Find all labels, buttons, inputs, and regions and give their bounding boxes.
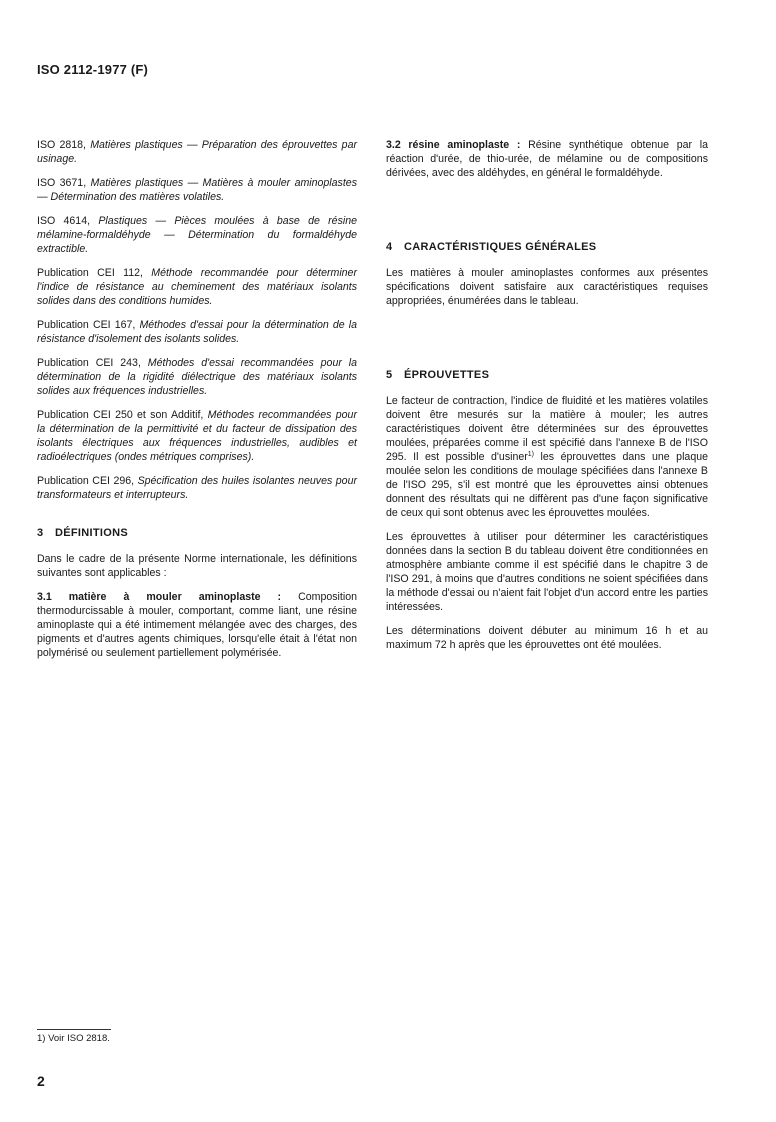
document-header: ISO 2112-1977 (F) xyxy=(37,62,149,77)
reference-code: Publication CEI 243, xyxy=(37,357,141,369)
definition-text: Résine synthétique obtenue par la réaction d'urée, de thio-urée, de mélamine ou de compositions dérivées, avec des aldéhydes, en général le formaldéhyde. xyxy=(386,139,708,179)
reference-iso-3671 xyxy=(37,176,357,204)
paragraph-text: les éprouvettes dans une plaque moulée selon les conditions de moulage spécifiées dans l'annexe B de l'ISO 295, s'il est montré que les éprouvettes ainsi obtenues donnent des résultats qui ne diffèrent pas d'une façon significative de ceux qui sont obtenus avec les éprouvettes moulées. xyxy=(386,451,708,519)
section-5-paragraph-2: Les éprouvettes à utiliser pour déterminer les caractéristiques données dans la section B du tableau doivent être conditionnées en atmosphère ambiante comme il est spécifié dans le chapitre 3 de l'ISO 291, à moins que d'autres conditions ne soient spécifiées dans la méthode d'essai ou n'aient fait l'objet d'un accord entre les parties intéressées. xyxy=(386,531,708,613)
reference-title: Spécification des huiles isolantes neuves pour transformateurs et interrupteurs. xyxy=(37,475,357,501)
section-5-paragraph-3: Les déterminations doivent débuter au minimum 16 h et au maximum 72 h après que les éprouvettes ont été moulées. xyxy=(386,625,708,651)
reference-cei-250 xyxy=(37,408,357,464)
section-number: 3 xyxy=(37,527,44,539)
section-number: 5 xyxy=(386,369,393,381)
reference-code: Publication CEI 250 et son Additif, xyxy=(37,409,204,421)
definition-text: Composition thermodurcissable à mouler, comportant, comme liant, une résine aminoplaste qui a été intimement mélangée avec des charges, des pigments et d'autres agents chimiques, lorsqu'elle était à l'état non polymérisé ou seulement partiellement polymérisée. xyxy=(37,591,357,659)
section-5-paragraph-1 xyxy=(386,394,708,520)
reference-cei-296 xyxy=(37,474,357,502)
reference-title: Plastiques — Pièces moulées à base de résine mélamine-formaldéhyde — Détermination du formaldéhyde extractible. xyxy=(37,215,357,255)
reference-title: Méthodes d'essai recommandées pour la détermination de la rigidité diélectrique des matériaux isolants solides aux fréquences industrielles. xyxy=(37,357,357,397)
reference-iso-4614 xyxy=(37,214,357,256)
reference-code: ISO 3671, xyxy=(37,177,87,189)
reference-code: Publication CEI 167, xyxy=(37,319,136,331)
reference-code: ISO 4614, xyxy=(37,215,91,227)
reference-title: Méthodes recommandées pour la détermination de la permittivité et du facteur de dissipation des isolants électriques aux fréquences industrielles, audibles et radioélectriques (ondes métriques comprises). xyxy=(37,409,357,463)
reference-cei-243 xyxy=(37,356,357,398)
section-4-heading xyxy=(386,240,708,254)
definition-3-1 xyxy=(37,590,357,660)
footnote-divider xyxy=(37,1029,111,1030)
paragraph-text: Le facteur de contraction, l'indice de fluidité et les matières volatiles doivent être mesurés sur la matière à mouler; les autres caractéristiques doivent être déterminées sur des éprouvettes moulées, préparées comme il est spécifié dans l'annexe B de l'ISO 295. Il est possible d'usiner xyxy=(386,395,708,463)
reference-title: Matières plastiques — Préparation des éprouvettes par usinage. xyxy=(37,139,357,165)
section-title: CARACTÉRISTIQUES GÉNÉRALES xyxy=(404,241,597,253)
section-5-heading xyxy=(386,368,708,382)
section-3-heading xyxy=(37,526,357,540)
section-title: DÉFINITIONS xyxy=(55,527,128,539)
reference-code: Publication CEI 112, xyxy=(37,267,143,279)
footnote-marker: 1) xyxy=(527,451,535,458)
reference-title: Méthode recommandée pour déterminer l'indice de résistance au cheminement des matériaux isolants solides dans des conditions humides. xyxy=(37,267,357,307)
right-column xyxy=(386,138,708,662)
reference-code: ISO 2818, xyxy=(37,139,86,151)
reference-title: Matières plastiques — Matières à mouler aminoplastes — Détermination des matières volatiles. xyxy=(37,177,357,203)
reference-title: Méthodes d'essai pour la détermination de la résistance d'isolement des isolants solides. xyxy=(37,319,357,345)
page-number: 2 xyxy=(37,1073,45,1089)
section-4-text: Les matières à mouler aminoplastes conformes aux présentes spécifications doivent satisfaire aux caractéristiques requises appropriées, énumérées dans le tableau. xyxy=(386,267,708,307)
definition-term: 3.1 matière à mouler aminoplaste : xyxy=(37,591,282,603)
reference-code: Publication CEI 296, xyxy=(37,475,135,487)
reference-iso-2818 xyxy=(37,138,357,166)
section-title: ÉPROUVETTES xyxy=(404,369,490,381)
section-3-intro: Dans le cadre de la présente Norme internationale, les définitions suivantes sont applicables : xyxy=(37,553,357,579)
reference-cei-167 xyxy=(37,318,357,346)
section-number: 4 xyxy=(386,241,393,253)
definition-term: 3.2 résine aminoplaste : xyxy=(386,139,521,151)
definition-3-2 xyxy=(386,138,708,180)
reference-cei-112 xyxy=(37,266,357,308)
left-column xyxy=(37,138,357,670)
footnote: 1) Voir ISO 2818. xyxy=(37,1033,110,1044)
